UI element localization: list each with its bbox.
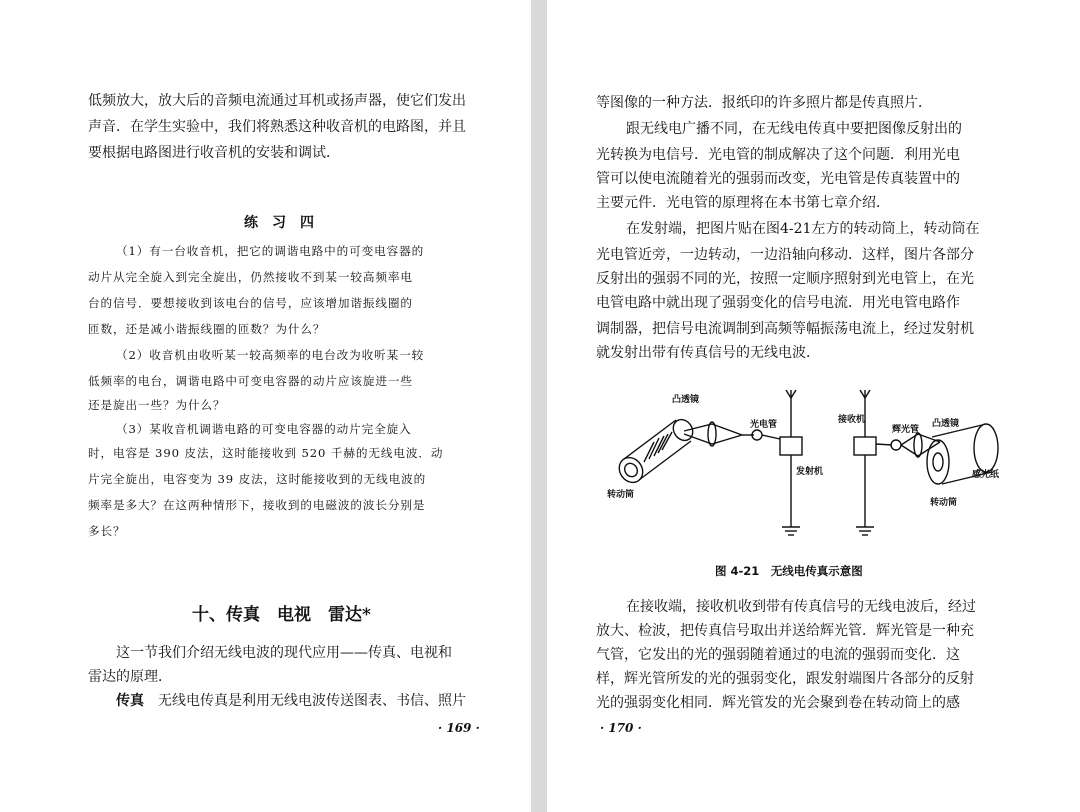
body-text-line: 光转换为电信号．光电管的制成解决了这个问题．利用光电 (596, 147, 960, 163)
transmitter-graphic (762, 390, 802, 535)
exercise-line: 多长？ (88, 524, 126, 538)
body-text-line: 光电管近旁，一边转动，一边沿轴向移动．这样，图片各部分 (596, 247, 974, 263)
label-drum-left: 转动筒 (607, 490, 635, 500)
body-text-line: 调制器，把信号电流调制到高频等幅振荡电流上，经过发射机 (596, 321, 974, 337)
label-lens-right: 凸透镜 (932, 419, 960, 429)
exercise-line: 还是旋出一些？为什么？ (88, 398, 226, 412)
page-number: · 169 · (438, 721, 480, 735)
label-glow-tube: 辉光管 (892, 425, 920, 435)
body-text-line: 在接收端，接收机收到带有传真信号的无线电波后，经过 (626, 599, 976, 615)
body-text-line: 跟无线电广播不同，在无线电传真中要把图像反射出的 (626, 121, 962, 137)
exercise-line: （3）某收音机调谐电路的可变电容器的动片完全旋入 (116, 422, 412, 436)
body-text-line: 样，辉光管所发的光的强弱变化，跟发射端图片各部分的反射 (596, 671, 974, 687)
receiver-graphic (854, 390, 901, 535)
exercise-line: （2）收音机由收听某一较高频率的电台改为收听某一较 (116, 348, 425, 362)
section-title: 十、传真 电视 雷达* (192, 605, 371, 625)
body-text-line: 管可以使电流随着光的强弱而改变，光电管是传真装置中的 (596, 171, 960, 187)
body-text-line: 就发射出带有传真信号的无线电波． (596, 345, 820, 361)
exercise-line: 频率是多大？在这两种情形下，接收到的电磁波的波长分别是 (88, 498, 426, 512)
exercise-line: 台的信号．要想接收到该电台的信号，应该增加谐振线圈的 (88, 296, 413, 310)
book-gutter (531, 0, 547, 812)
body-text-line: 光的强弱变化相同．辉光管发的光会聚到卷在转动筒上的感 (596, 695, 960, 711)
fax-diagram (602, 382, 1012, 557)
drum-left-graphic (615, 416, 697, 487)
exercise-line: （1）有一台收音机，把它的调谐电路中的可变电容器的 (116, 244, 425, 258)
label-transmitter: 发射机 (796, 467, 824, 477)
body-text-line: 这一节我们介绍无线电波的现代应用——传真、电视和 (116, 645, 452, 661)
body-text-line (116, 692, 466, 710)
label-sensitive-paper: 感光纸 (972, 470, 1000, 480)
body-text-line: 雷达的原理． (88, 669, 172, 685)
exercise-title: 练 习 四 (244, 215, 314, 231)
body-text-line: 电管电路中就出现了强弱变化的信号电流．用光电管电路作 (596, 295, 960, 311)
exercise-line: 低频率的电台，调谐电路中可变电容器的动片应该旋进一些 (88, 374, 413, 388)
label-lens-left: 凸透镜 (672, 395, 700, 405)
exercise-line: 动片从完全旋入到完全旋出，仍然接收不到某一较高频率电 (88, 270, 413, 284)
left-page (0, 0, 531, 812)
body-text-line: 等图像的一种方法．报纸印的许多照片都是传真照片． (596, 95, 932, 111)
body-text-line: 气管，它发出的光的强弱随着通过的电流的强弱而变化．这 (596, 647, 960, 663)
body-text-line: 在发射端，把图片贴在图4-21左方的转动筒上，转动筒在 (626, 221, 980, 237)
body-text-line: 要根据电路图进行收音机的安装和调试． (88, 145, 340, 161)
body-text-line: 主要元件．光电管的原理将在本书第七章介绍． (596, 195, 890, 211)
exercise-line: 匝数，还是减小谐振线圈的匝数？为什么？ (88, 322, 326, 336)
fax-text: 无线电传真是利用无线电波传送图表、书信、照片 (158, 693, 466, 709)
label-photocell: 光电管 (750, 420, 778, 430)
body-text-line: 反射出的强弱不同的光，按照一定顺序照射到光电管上，在光 (596, 271, 974, 287)
page-number: · 170 · (600, 721, 642, 735)
label-receiver: 接收机 (838, 415, 866, 425)
body-text-line: 放大、检波，把传真信号取出并送给辉光管．辉光管是一种充 (596, 623, 974, 639)
exercise-line: 时，电容是 390 皮法，这时能接收到 520 千赫的无线电波．动 (88, 446, 444, 460)
fax-term: 传真 (116, 693, 144, 709)
exercise-line: 片完全旋出，电容变为 39 皮法，这时能接收到的无线电波的 (88, 472, 427, 486)
figure-caption: 图 4-21 无线电传真示意图 (715, 564, 863, 578)
label-drum-right: 转动筒 (930, 498, 958, 508)
body-text-line: 低频放大，放大后的音频电流通过耳机或扬声器，使它们发出 (88, 93, 466, 109)
right-page (547, 0, 1080, 812)
body-text-line: 声音．在学生实验中，我们将熟悉这种收音机的电路图，并且 (88, 119, 466, 135)
